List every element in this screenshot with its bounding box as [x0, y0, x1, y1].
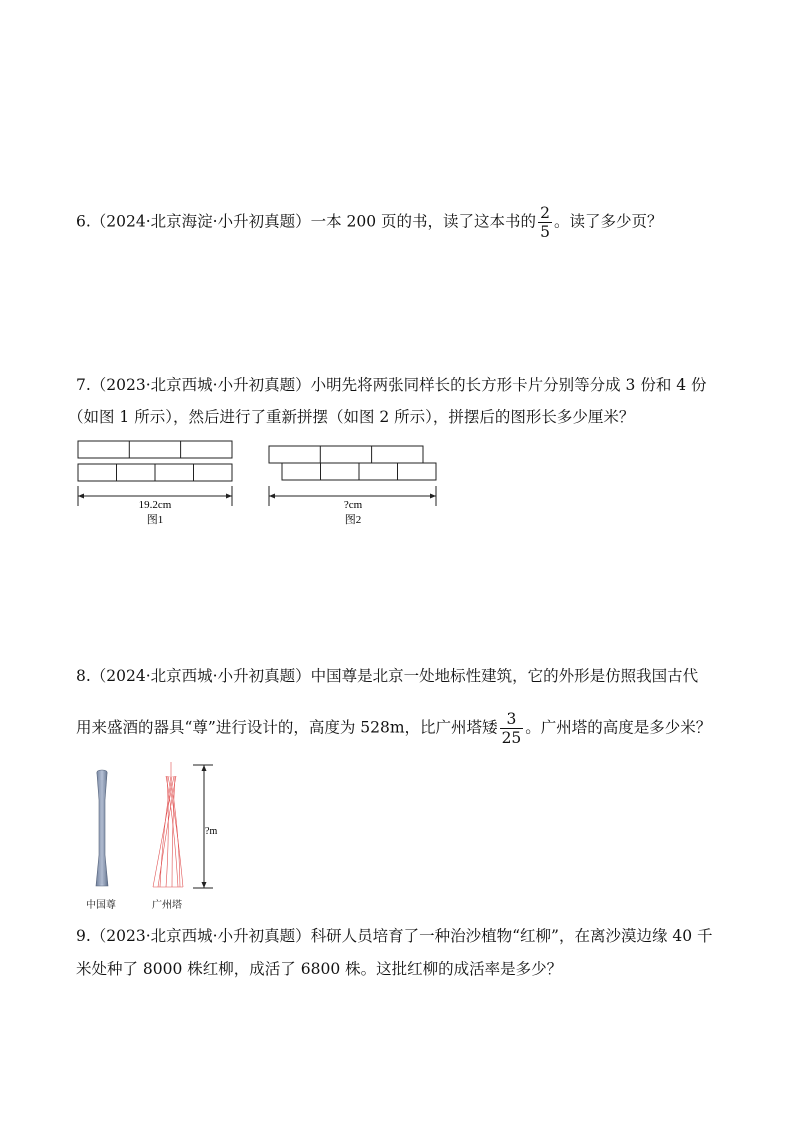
question-9-line-2 — [76, 958, 562, 980]
question-text: 一本 200 页的书，读了这本书的 — [310, 212, 537, 231]
canton-tower — [153, 762, 183, 887]
fig2-card-thirds — [269, 446, 423, 463]
question-8-line-1 — [76, 665, 698, 687]
question-source: （2023·北京西城·小升初真题） — [90, 376, 311, 394]
question-number: 6. — [76, 212, 91, 231]
fraction-numerator: 3 — [500, 710, 524, 729]
question-source: （2024·北京海淀·小升初真题） — [90, 212, 311, 231]
fig1-caption: 图1 — [146, 514, 164, 526]
fig2-caption: 图2 — [344, 514, 362, 526]
question-text-end: 。读了多少页？ — [553, 212, 663, 231]
question-7-line-2 — [68, 406, 634, 428]
fig2-length-label: ?cm — [343, 499, 363, 511]
fraction-denominator: 25 — [501, 729, 522, 747]
china-zun-building — [96, 770, 108, 886]
china-zun-caption: 中国尊 — [86, 900, 116, 911]
fraction-denominator: 5 — [540, 223, 550, 241]
question-text: 中国尊是北京一处地标性建筑，它的外形是仿照我国古代 — [310, 667, 699, 685]
card-figure — [70, 436, 450, 531]
question-number: 7. — [76, 376, 91, 394]
fraction — [500, 710, 524, 747]
question-7-line-1 — [76, 374, 707, 396]
question-9-line-1 — [76, 925, 713, 947]
question-text: （如图 1 所示），然后进行了重新拼摆（如图 2 所示），拼摆后的图形长多少厘米？ — [68, 408, 635, 426]
question-source: （2023·北京西城·小升初真题） — [90, 927, 311, 945]
fig1-card-thirds — [78, 441, 232, 458]
fig1-length-label: 19.2cm — [138, 499, 172, 511]
question-text: 米处种了 8000 株红柳，成活了 6800 株。这批红柳的成活率是多少？ — [76, 960, 563, 978]
question-text-end: 。广州塔的高度是多少米？ — [525, 718, 712, 737]
canton-tower-caption: 广州塔 — [152, 900, 182, 911]
buildings-figure — [80, 760, 240, 895]
question-text: 小明先将两张同样长的长方形卡片分别等分成 3 份和 4 份 — [310, 376, 707, 394]
question-number: 8. — [76, 667, 91, 685]
question-8-line-2 — [76, 710, 711, 747]
fraction — [538, 204, 552, 241]
question-source: （2024·北京西城·小升初真题） — [90, 667, 311, 685]
question-text: 用来盛酒的器具“尊”进行设计的，高度为 528m，比广州塔矮 — [76, 718, 498, 737]
question-6 — [76, 204, 662, 241]
fraction-numerator: 2 — [540, 204, 550, 222]
question-number: 9. — [76, 927, 91, 945]
height-label: ?m — [205, 826, 218, 837]
question-text: 科研人员培育了一种治沙植物“红柳”，在离沙漠边缘 40 千 — [310, 927, 713, 945]
